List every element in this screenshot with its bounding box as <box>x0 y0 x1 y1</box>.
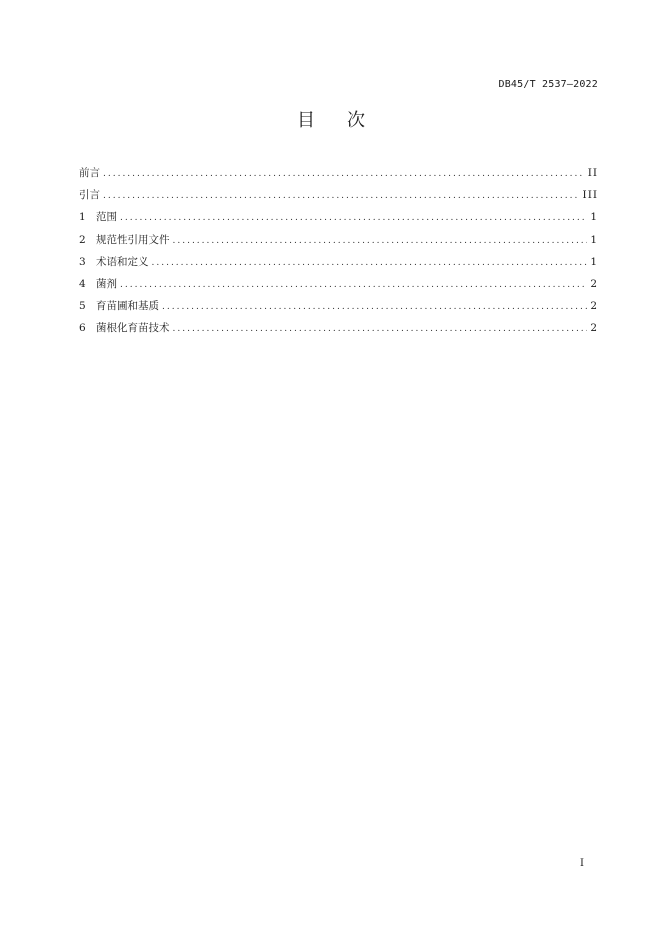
toc-entry-number: 6 <box>79 322 86 335</box>
toc-entry-page: 2 <box>590 322 598 335</box>
toc-entry-number: 3 <box>79 255 86 268</box>
toc-entry-text: 菌根化育苗技术 <box>96 322 170 335</box>
toc-entry-text: 育苗圃和基质 <box>96 300 159 313</box>
toc-leader-dots <box>120 277 587 293</box>
toc-entry-text: 规范性引用文件 <box>96 233 170 246</box>
toc-entry-scope[interactable] <box>79 209 598 231</box>
toc-entry-foreword[interactable] <box>79 165 598 187</box>
toc-entry-number: 2 <box>79 233 86 246</box>
toc-entry-number: 1 <box>79 211 86 224</box>
toc-entry-page: III <box>582 189 598 202</box>
toc-entry-normative-references[interactable] <box>79 232 598 254</box>
toc-list <box>79 165 598 343</box>
toc-entry-text: 菌剂 <box>96 277 117 290</box>
toc-leader-dots <box>103 166 585 182</box>
toc-entry-page: 1 <box>590 233 598 246</box>
toc-entry-text: 术语和定义 <box>96 255 149 268</box>
toc-leader-dots <box>162 299 587 315</box>
toc-entry-inoculant[interactable] <box>79 276 598 298</box>
toc-leader-dots <box>120 210 587 226</box>
toc-leader-dots <box>173 233 588 249</box>
toc-entry-terms-definitions[interactable] <box>79 254 598 276</box>
page-number: I <box>580 858 584 869</box>
document-code: DB45/T 2537—2022 <box>498 79 598 90</box>
toc-leader-dots <box>173 321 588 337</box>
toc-entry-page: 2 <box>590 277 598 290</box>
toc-entry-page: 1 <box>590 211 598 224</box>
toc-title: 目次 <box>297 110 397 131</box>
toc-entry-mycorrhizal-technique[interactable] <box>79 320 598 342</box>
toc-entry-page: II <box>587 167 598 179</box>
toc-leader-dots <box>152 255 588 271</box>
toc-entry-number: 4 <box>79 277 86 290</box>
toc-entry-page: 2 <box>590 300 598 313</box>
toc-entry-page: 1 <box>590 255 598 268</box>
toc-entry-nursery-substrate[interactable] <box>79 298 598 320</box>
toc-entry-number: 5 <box>79 300 86 313</box>
toc-entry-introduction[interactable] <box>79 187 598 209</box>
toc-entry-text: 范围 <box>96 211 117 224</box>
toc-entry-text: 前言 <box>79 167 100 179</box>
toc-entry-text: 引言 <box>79 189 100 202</box>
toc-leader-dots <box>103 188 580 204</box>
